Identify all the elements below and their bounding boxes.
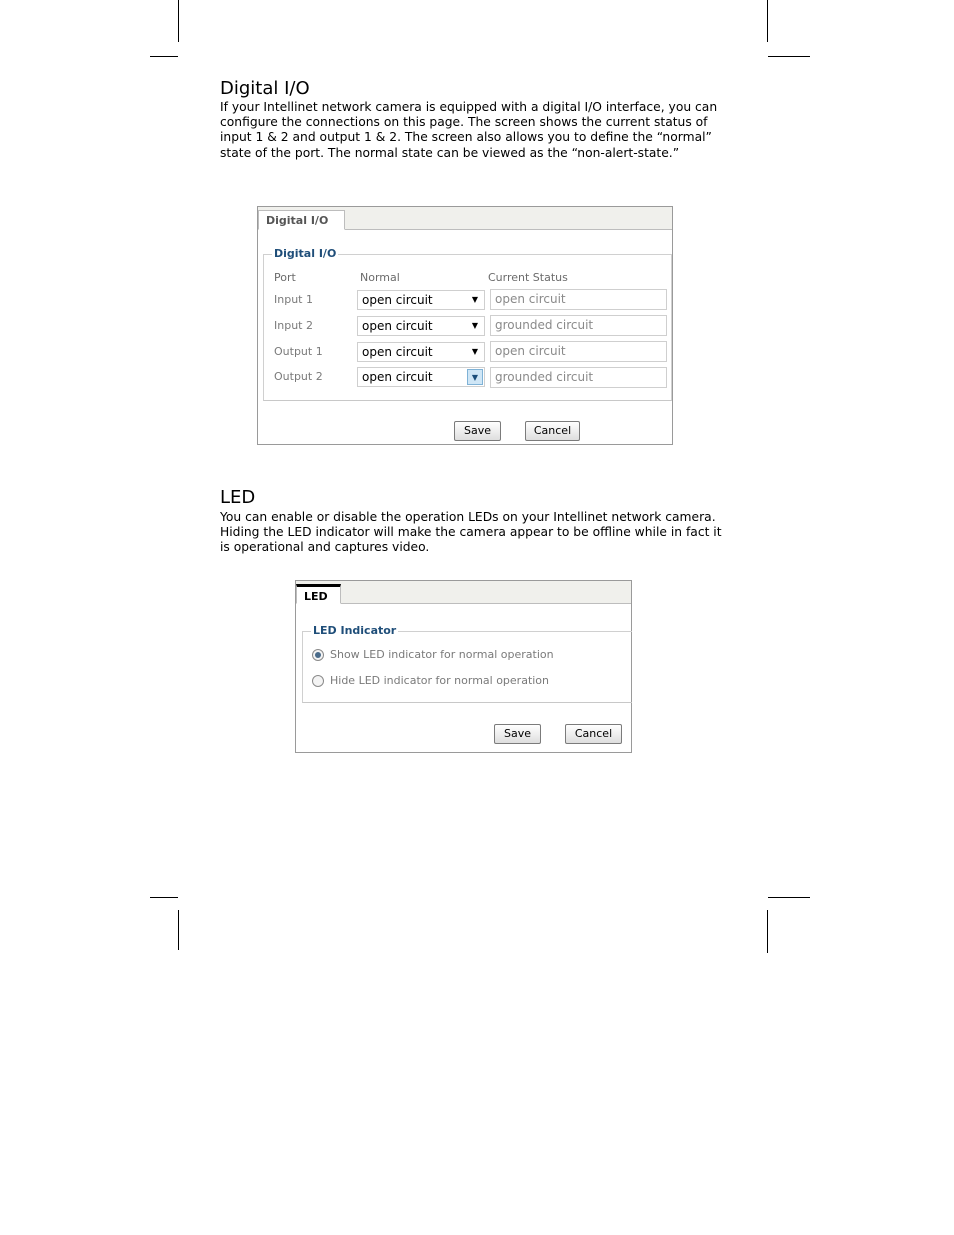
cancel-button[interactable]: Cancel [525,421,580,441]
hide-led-label[interactable]: Hide LED indicator for normal operation [330,674,550,687]
save-button[interactable]: Save [494,724,541,744]
select-value: open circuit [362,345,433,359]
chevron-down-icon[interactable]: ▼ [471,347,479,356]
crop-mark [150,56,178,57]
radio-button[interactable] [312,675,324,687]
led-heading: LED [220,487,256,508]
hide-led-option[interactable] [312,674,572,690]
chevron-down-icon[interactable]: ▼ [471,321,479,330]
column-header-current-status: Current Status [488,271,568,284]
fieldset-legend: LED Indicator [313,624,397,637]
select-value: open circuit [362,293,433,307]
column-header-normal: Normal [360,271,400,284]
radio-dot [315,652,321,658]
select-value: open circuit [362,319,433,333]
crop-mark [767,0,768,42]
tab-led[interactable]: LED [296,584,341,604]
normal-select-output-2[interactable] [357,367,485,387]
crop-mark [768,56,810,57]
chevron-down-icon[interactable]: ▼ [471,295,479,304]
cancel-button[interactable]: Cancel [565,724,622,744]
crop-mark [767,910,768,953]
normal-select-input-1[interactable] [357,290,485,310]
port-label-output-1: Output 1 [274,345,323,358]
status-field-output-1: open circuit [490,341,667,362]
digital-io-description: If your Intellinet network camera is equipped with a digital I/O interface, you can configure the connections on this page. The screen shows the current status of input 1 & 2 and output 1 & 2. The screen also allows you to define the “normal” state of the port. The normal state can be viewed as the “non-alert-state.” [220,100,718,160]
crop-mark [768,897,810,898]
crop-mark [150,897,178,898]
port-label-output-2: Output 2 [274,370,323,383]
port-label-input-2: Input 2 [274,319,313,332]
digital-io-screenshot [257,206,673,445]
radio-button-selected[interactable] [312,649,324,661]
crop-mark [178,910,179,950]
crop-mark [178,0,179,42]
chevron-down-icon[interactable]: ▼ [467,369,483,385]
tab-digital-io[interactable]: Digital I/O [258,210,345,230]
status-field-output-2: grounded circuit [490,367,667,388]
save-button[interactable]: Save [454,421,501,441]
led-screenshot [295,580,632,753]
tab-bar [258,207,672,230]
select-value: open circuit [362,370,433,384]
status-field-input-1: open circuit [490,289,667,310]
normal-select-input-2[interactable] [357,316,485,336]
show-led-label[interactable]: Show LED indicator for normal operation [330,648,554,661]
show-led-option[interactable] [312,648,572,664]
digital-io-heading: Digital I/O [220,78,310,99]
port-label-input-1: Input 1 [274,293,313,306]
status-field-input-2: grounded circuit [490,315,667,336]
fieldset-legend: Digital I/O [274,247,337,260]
led-description: You can enable or disable the operation LEDs on your Intellinet network camera. Hiding the LED indicator will make the camera appear to be offline while in fact it is operational and captures video. [220,510,722,555]
normal-select-output-1[interactable] [357,342,485,362]
column-header-port: Port [274,271,296,284]
led-indicator-fieldset [302,624,632,703]
tab-bar [296,581,631,604]
